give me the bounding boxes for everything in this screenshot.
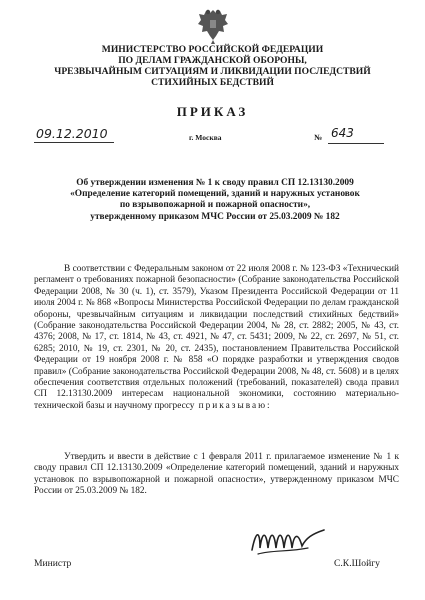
- signatory-title: Министр: [34, 558, 72, 569]
- handwritten-signature: [248, 520, 328, 564]
- subject-line: «Определение категорий помещений, зданий и наружных установок: [70, 189, 360, 200]
- ministry-line: МИНИСТЕРСТВО РОССИЙСКОЙ ФЕДЕРАЦИИ: [101, 44, 324, 55]
- order-directive: приказываю:: [194, 400, 272, 411]
- order-city: г. Москва: [189, 133, 222, 142]
- preamble-paragraph: [34, 264, 399, 412]
- preamble-text: В соответствии с Федеральным законом от 22 июля 2008 г. № 123-ФЗ «Технический регламент о требованиях пожарной безопасности» (Собрание законодательства Российской Федерации 2008, № 30 (ч. 1), ст. 3579), Указом Президента Российской Федерации от 11 июля 2004 г. № 868 «Вопросы Министерства Российской Федерации по делам гражданской обороны, чрезвычайным ситуациям и ликвидации последствий стихийных бедствий» (Собрание законодательства Российской Федерации 2004, № 28, ст. 2882; 2005, № 43, ст. 4376; 2008, № 17, ст. 1814, № 43, ст. 4921, № 47, ст. 5431; 2009, № 22, ст. 2697, № 51, ст. 6285; 2010, № 19, ст. 2301, № 20, ст. 2435), постановлением Правительства Российской Федерации от 19 ноября 2008 г. № 858 «О порядке разработки и утверждения сводов правил» (Собрание законодательства Российской Федерации 2008, № 48, ст. 5608) и в целях обеспечения соответствия отдельных положений (требований, показателей) свода правил СП 12.13130.2009 интересам национальной экономики, состоянию материально-технической базы и научному прогрессу: [34, 264, 399, 411]
- order-date: 09.12.2010: [36, 126, 108, 141]
- ministry-line: СТИХИЙНЫХ БЕДСТВИЙ: [151, 77, 274, 88]
- subject-line: Об утверждении изменения № 1 к своду правил СП 12.13130.2009: [76, 178, 354, 188]
- resolution-paragraph: Утвердить и ввести в действие с 1 февраля 2011 г. прилагаемое изменение № 1 к своду правил СП 12.13130.2009 «Определение категорий помещений, зданий и наружных установок по взрывопожарной и пожарной опасности», утвержденному приказом МЧС России от 25.03.2009 № 182.: [34, 452, 399, 497]
- signatory-name: С.К.Шойгу: [334, 558, 380, 569]
- order-title: ПРИКАЗ: [176, 104, 249, 119]
- ministry-line: ПО ДЕЛАМ ГРАЖДАНСКОЙ ОБОРОНЫ,: [118, 55, 307, 66]
- coat-of-arms-emblem: [196, 6, 230, 44]
- date-underline: [34, 142, 114, 143]
- subject-line: утвержденному приказом МЧС России от 25.03.2009 № 182: [90, 211, 340, 222]
- order-subject: [40, 178, 390, 223]
- ministry-header: [20, 44, 405, 88]
- number-underline: [328, 143, 384, 144]
- subject-line: по взрывопожарной и пожарной опасности»,: [119, 200, 311, 211]
- ministry-line: ЧРЕЗВЫЧАЙНЫМ СИТУАЦИЯМ И ЛИКВИДАЦИИ ПОСЛЕДСТВИЙ: [54, 66, 371, 77]
- order-number-label: №: [314, 133, 323, 142]
- order-number: 643: [331, 126, 354, 140]
